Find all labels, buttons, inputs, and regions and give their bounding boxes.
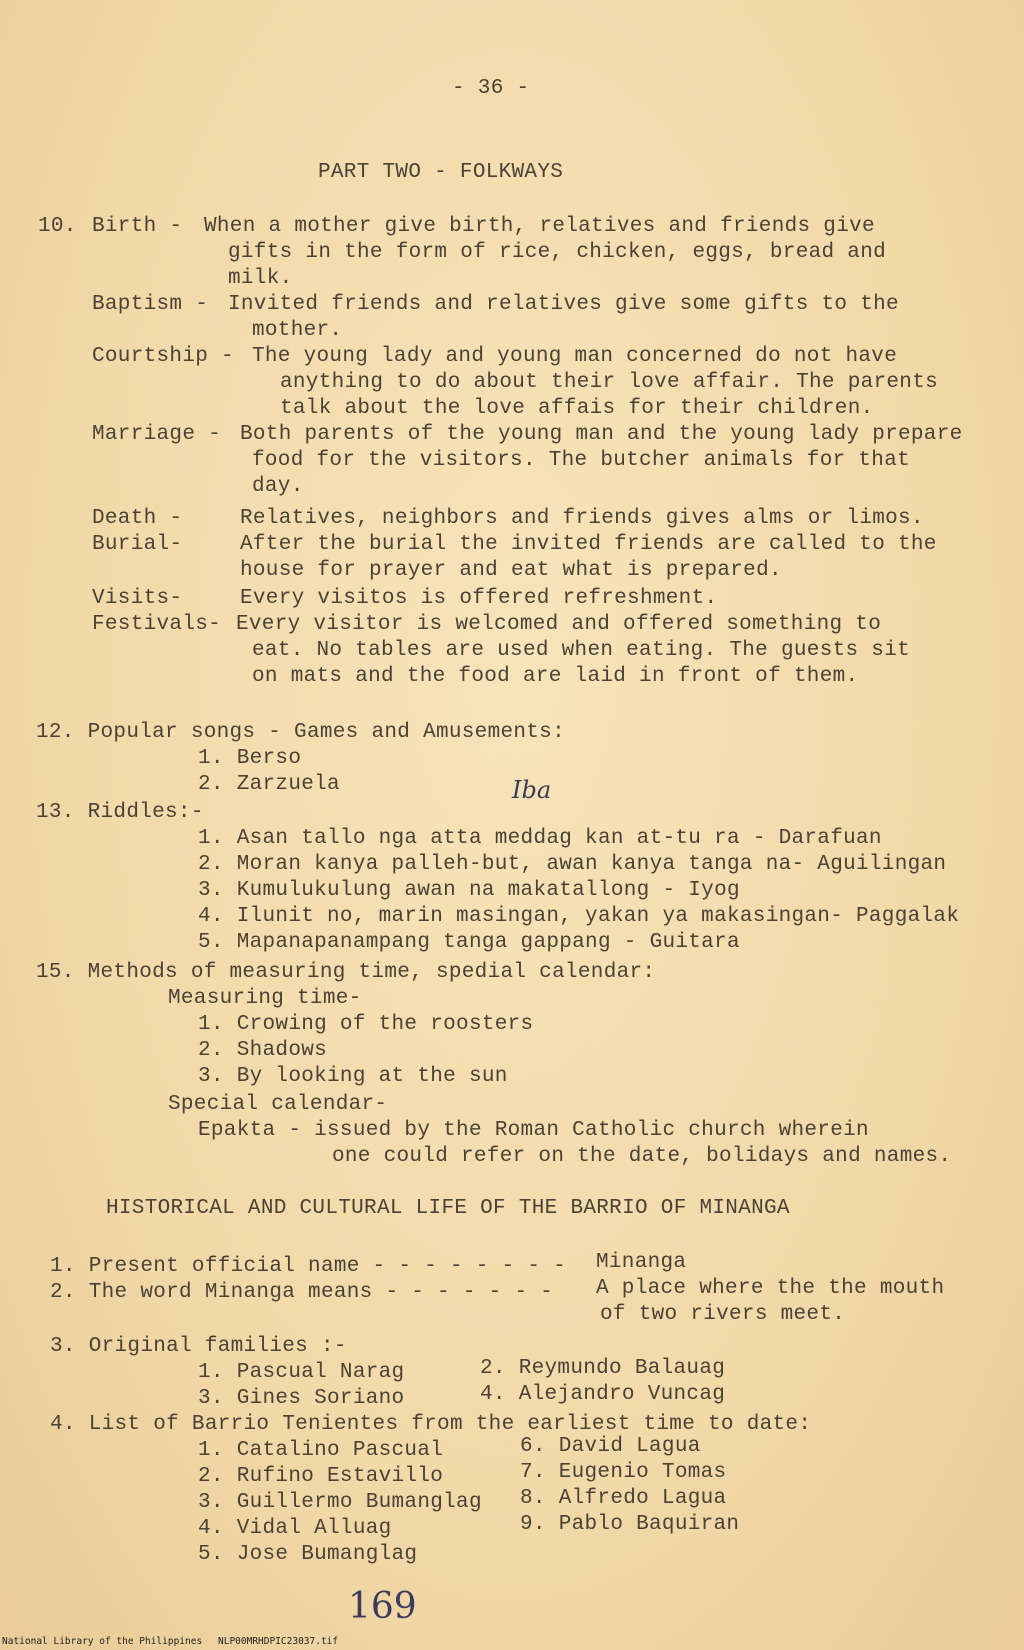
methods-heading: 15. Methods of measuring time, spedial calendar: [36, 961, 656, 984]
measuring-item: 3. By looking at the sun [198, 1065, 508, 1088]
part-title: PART TWO - FOLKWAYS [318, 161, 564, 184]
marriage-term: Marriage - [92, 423, 222, 446]
marriage-line: food for the visitors. The butcher animals for that [252, 449, 911, 472]
measuring-item: 2. Shadows [198, 1039, 328, 1062]
riddle-item: 5. Mapanapanampang tanga gappang - Guitara [198, 931, 740, 954]
teniente-item: 3. Guillermo Bumanglag [198, 1491, 482, 1514]
marriage-line: Both parents of the young man and the young lady prepare [240, 423, 963, 446]
families-heading: 3. Original families :- [50, 1335, 347, 1358]
song-item: 1. Berso [198, 747, 302, 770]
handwritten-page-number: 169 [348, 1586, 417, 1627]
riddle-item: 1. Asan tallo nga atta meddag kan at-tu ra - Darafuan [198, 827, 882, 850]
courtship-line: The young lady and young man concerned do not have [252, 345, 898, 368]
meaning-line: of two rivers meet. [600, 1303, 846, 1326]
festivals-line: on mats and the food are laid in front of them. [252, 665, 859, 688]
riddle-item: 2. Moran kanya palleh-but, awan kanya tanga na- Aguilingan [198, 853, 947, 876]
riddles-heading: 13. Riddles:- [36, 801, 204, 824]
baptism-line: Invited friends and relatives give some gifts to the [228, 293, 899, 316]
teniente-item: 8. Alfredo Lagua [520, 1487, 727, 1510]
songs-heading: 12. Popular songs - Games and Amusements: [36, 721, 565, 744]
family-item: 1. Pascual Narag [198, 1361, 405, 1384]
teniente-item: 9. Pablo Baquiran [520, 1513, 740, 1536]
riddle-item: 3. Kumulukulung awan na makatallong - Iyog [198, 879, 740, 902]
teniente-item: 7. Eugenio Tomas [520, 1461, 727, 1484]
teniente-item: 6. David Lagua [520, 1435, 701, 1458]
song-item: 2. Zarzuela [198, 773, 340, 796]
footer-library-name: National Library of the Philippines [2, 1636, 203, 1647]
death-term: Death - [92, 507, 183, 530]
festivals-line: eat. No tables are used when eating. The guests sit [252, 639, 911, 662]
footer-filename: NLP00MRHDPIC23037.tif [218, 1636, 339, 1647]
burial-line: After the burial the invited friends are called to the [240, 533, 937, 556]
birth-line: milk. [228, 267, 293, 290]
teniente-item: 1. Catalino Pascual [198, 1439, 444, 1462]
family-item: 4. Alejandro Vuncag [480, 1383, 726, 1406]
teniente-item: 5. Jose Bumanglag [198, 1543, 418, 1566]
official-name-label: 1. Present official name - - - - - - - - [50, 1255, 567, 1278]
epakta-line: one could refer on the date, bolidays and names. [332, 1145, 952, 1168]
teniente-item: 2. Rufino Estavillo [198, 1465, 444, 1488]
measuring-item: 1. Crowing of the roosters [198, 1013, 534, 1036]
epakta-line: Epakta - issued by the Roman Catholic church wherein [198, 1119, 869, 1142]
courtship-line: talk about the love affais for their children. [280, 397, 874, 420]
courtship-term: Courtship - [92, 345, 234, 368]
teniente-item: 4. Vidal Alluag [198, 1517, 392, 1540]
meaning-line: A place where the the mouth [596, 1277, 945, 1300]
baptism-term: Baptism - [92, 293, 209, 316]
page-number: - 36 - [452, 77, 530, 100]
burial-line: house for prayer and eat what is prepared. [240, 559, 782, 582]
family-item: 3. Gines Soriano [198, 1387, 405, 1410]
measuring-subheading: Measuring time- [168, 987, 362, 1010]
birth-term: Birth - [92, 215, 183, 238]
festivals-term: Festivals- [92, 613, 222, 636]
handwritten-note: Iba [512, 776, 552, 804]
riddle-item: 4. Ilunit no, marin masingan, yakan ya makasingan- Paggalak [198, 905, 960, 928]
birth-line: gifts in the form of rice, chicken, eggs, bread and [228, 241, 887, 264]
meaning-label: 2. The word Minanga means - - - - - - - [50, 1281, 554, 1304]
special-calendar-subheading: Special calendar- [168, 1093, 388, 1116]
tenientes-heading: 4. List of Barrio Tenientes from the earliest time to date: [50, 1413, 812, 1436]
official-name-value: Minanga [596, 1251, 687, 1274]
marriage-line: day. [252, 475, 304, 498]
baptism-line: mother. [252, 319, 343, 342]
death-line: Relatives, neighbors and friends gives alms or limos. [240, 507, 924, 530]
visits-term: Visits- [92, 587, 183, 610]
birth-line: When a mother give birth, relatives and friends give [204, 215, 875, 238]
family-item: 2. Reymundo Balauag [480, 1357, 726, 1380]
history-title: HISTORICAL AND CULTURAL LIFE OF THE BARRIO OF MINANGA [106, 1197, 790, 1220]
section-number: 10. [38, 215, 77, 238]
festivals-line: Every visitor is welcomed and offered something to [236, 613, 882, 636]
courtship-line: anything to do about their love affair. The parents [280, 371, 939, 394]
burial-term: Burial- [92, 533, 183, 556]
visits-line: Every visitos is offered refreshment. [240, 587, 718, 610]
